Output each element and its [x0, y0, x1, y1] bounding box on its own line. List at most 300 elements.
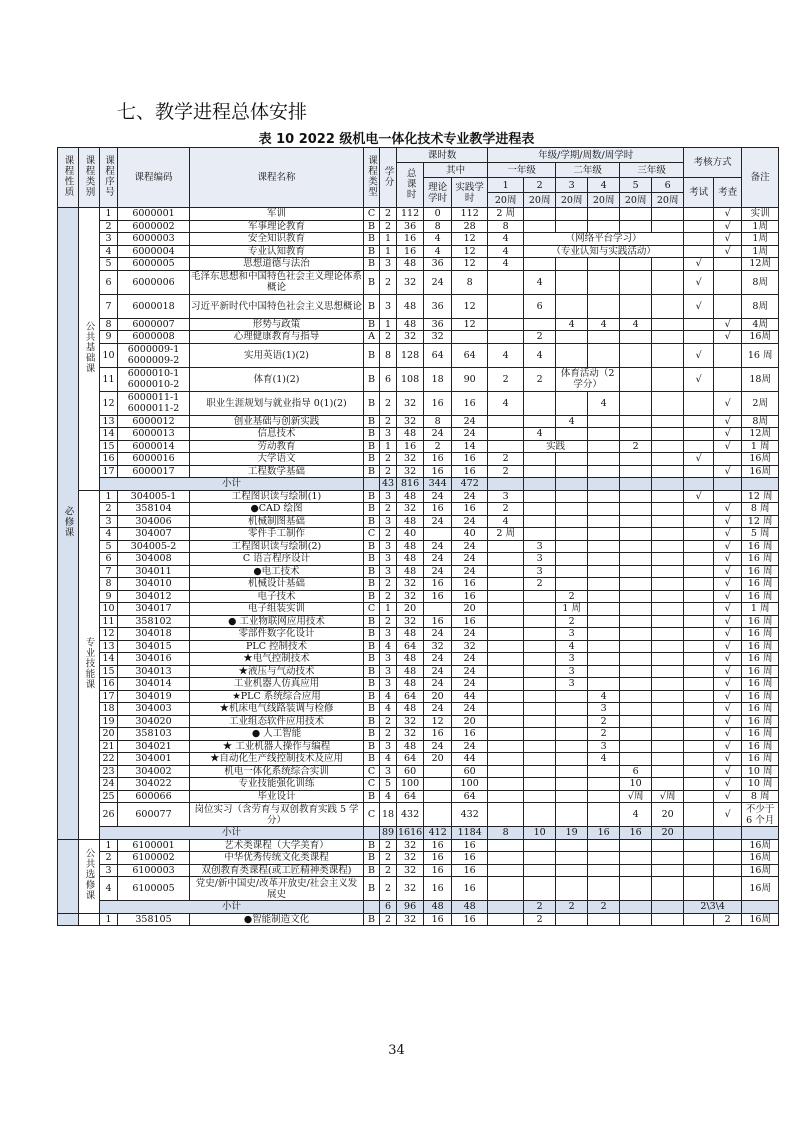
term-1: [488, 540, 524, 553]
term-5: [620, 565, 652, 578]
course-credit: 2: [380, 590, 397, 603]
term-1: 4: [488, 515, 524, 528]
assess-exam: [684, 553, 714, 566]
term-2: 3: [524, 565, 556, 578]
assess-exam: [684, 728, 714, 741]
header-year3: 三年级: [620, 163, 684, 178]
course-type: B: [364, 553, 380, 566]
course-theory: [424, 603, 452, 616]
course-name: ● 工业物联网应用技术: [190, 615, 364, 628]
term-6: [652, 578, 684, 591]
course-total: 64: [397, 753, 424, 766]
term-2: 2: [524, 367, 556, 391]
term-6: [652, 590, 684, 603]
assess-check: √: [714, 331, 742, 344]
course-type: B: [364, 864, 380, 877]
term-4: [588, 877, 620, 901]
table-row: [58, 270, 779, 294]
subtotal-term-5: [620, 478, 652, 491]
course-theory: 16: [424, 864, 452, 877]
assess-exam: [684, 590, 714, 603]
course-code: 304018: [118, 628, 190, 641]
course-practice: 12: [452, 318, 488, 331]
header-nature: 课程性质: [62, 155, 74, 197]
course-type: B: [364, 877, 380, 901]
subtotal-type: [364, 901, 380, 914]
course-name: 思想道德与法治: [190, 258, 364, 271]
course-remark: 不少于 6 个月: [742, 803, 779, 827]
assess-exam: [684, 565, 714, 578]
term-6: [652, 839, 684, 852]
assess-exam: [684, 440, 714, 453]
course-credit: 2: [380, 331, 397, 344]
subtotal-total: 96: [397, 901, 424, 914]
course-code: 358105: [118, 913, 190, 926]
course-total: 128: [397, 343, 424, 367]
assess-exam: [684, 913, 714, 926]
term-5: [620, 640, 652, 653]
term-2: [524, 628, 556, 641]
course-remark: 16 周: [742, 753, 779, 766]
assess-check: √: [714, 578, 742, 591]
subtotal-term-5: 16: [620, 827, 652, 840]
course-seq: 7: [100, 565, 118, 578]
term-3: [556, 790, 588, 803]
course-remark: 16 周: [742, 540, 779, 553]
course-type: C: [364, 208, 380, 221]
term-1: [488, 703, 524, 716]
term-4: [588, 765, 620, 778]
assess-exam: [684, 331, 714, 344]
course-remark: 16周: [742, 839, 779, 852]
term-5: √周: [620, 790, 652, 803]
course-seq: 18: [100, 703, 118, 716]
header-practice: 实践学时: [452, 178, 488, 208]
course-name: ● 人工智能: [190, 728, 364, 741]
header-weeks: 20周: [620, 193, 652, 208]
header-weeks: 20周: [488, 193, 524, 208]
assess-exam: [684, 653, 714, 666]
term-1: [488, 415, 524, 428]
term-5: [620, 703, 652, 716]
subtotal-label: 小计: [100, 827, 364, 840]
table-row: [58, 678, 779, 691]
term-2: [524, 465, 556, 478]
term-1: [488, 590, 524, 603]
term-3: [556, 877, 588, 901]
course-practice: 16: [452, 465, 488, 478]
term-3: [556, 839, 588, 852]
term-2: [524, 790, 556, 803]
course-type: B: [364, 640, 380, 653]
assess-check: 2: [714, 913, 742, 926]
label-required: [58, 208, 79, 840]
course-code: 6000012: [118, 415, 190, 428]
course-practice: 12: [452, 258, 488, 271]
course-remark: 10 周: [742, 765, 779, 778]
course-remark: 8 周: [742, 503, 779, 516]
subtotal-row: [58, 901, 779, 914]
subtotal-remark: [742, 901, 779, 914]
course-total: 32: [397, 331, 424, 344]
course-practice: 16: [452, 728, 488, 741]
course-remark: 16 周: [742, 653, 779, 666]
course-credit: 1: [380, 245, 397, 258]
term-3: [556, 753, 588, 766]
term-3: [556, 465, 588, 478]
header-hours: 课时数: [397, 148, 488, 163]
term-5: 10: [620, 778, 652, 791]
course-code: 6000009-1 6000009-2: [118, 343, 190, 367]
term-5: [620, 415, 652, 428]
term-3: [556, 765, 588, 778]
course-theory: 4: [424, 245, 452, 258]
table-row: [58, 778, 779, 791]
course-credit: 2: [380, 220, 397, 233]
header-weeks: 20周: [556, 193, 588, 208]
subtotal-term-4: [588, 478, 620, 491]
subtotal-remark: [742, 478, 779, 491]
course-total: 32: [397, 391, 424, 415]
course-type: B: [364, 245, 380, 258]
course-theory: 20: [424, 753, 452, 766]
term-3: [556, 515, 588, 528]
course-total: 16: [397, 233, 424, 246]
course-code: 304020: [118, 715, 190, 728]
term-4: [588, 553, 620, 566]
course-type: B: [364, 852, 380, 865]
course-code: 304002: [118, 765, 190, 778]
course-practice: 12: [452, 294, 488, 318]
assess-check: √: [714, 515, 742, 528]
table-row: [58, 603, 779, 616]
label-professional: 专业技能课: [83, 636, 95, 690]
course-total: 48: [397, 665, 424, 678]
course-practice: 20: [452, 603, 488, 616]
table-row: [58, 913, 779, 926]
assess-exam: √: [684, 490, 714, 503]
table-row: [58, 294, 779, 318]
course-credit: 3: [380, 553, 397, 566]
subtotal-total: 816: [397, 478, 424, 491]
course-name: 电子技术: [190, 590, 364, 603]
header-term: 1: [488, 178, 524, 193]
course-name: ★电气控制技术: [190, 653, 364, 666]
course-remark: 8 周: [742, 790, 779, 803]
course-credit: 1: [380, 603, 397, 616]
course-practice: 24: [452, 415, 488, 428]
course-practice: 12: [452, 245, 488, 258]
course-remark: 12周: [742, 258, 779, 271]
term-5: [620, 913, 652, 926]
term-4: 4: [588, 391, 620, 415]
term-4: [588, 628, 620, 641]
course-credit: 3: [380, 740, 397, 753]
term-3: [556, 913, 588, 926]
course-seq: 2: [100, 852, 118, 865]
term-5: [620, 428, 652, 441]
term-6: [652, 565, 684, 578]
label-elective-nature: [58, 839, 79, 913]
term-2: 6: [524, 294, 556, 318]
assess-exam: [684, 753, 714, 766]
course-seq: 19: [100, 715, 118, 728]
course-practice: 44: [452, 690, 488, 703]
term-5: [620, 603, 652, 616]
assess-check: √: [714, 715, 742, 728]
course-practice: 16: [452, 453, 488, 466]
table-row: [58, 803, 779, 827]
assess-check: √: [714, 765, 742, 778]
course-theory: 16: [424, 877, 452, 901]
course-remark: 5 周: [742, 528, 779, 541]
course-total: 48: [397, 740, 424, 753]
term-4: [588, 864, 620, 877]
course-name: 工程图识读与绘制(2): [190, 540, 364, 553]
assess-exam: [684, 678, 714, 691]
course-total: 100: [397, 778, 424, 791]
subtotal-row: [58, 827, 779, 840]
course-theory: 2: [424, 440, 452, 453]
course-practice: 24: [452, 540, 488, 553]
course-name: 军事理论教育: [190, 220, 364, 233]
course-seq: 1: [100, 208, 118, 221]
course-type: B: [364, 367, 380, 391]
assess-check: √: [714, 391, 742, 415]
term-5: [620, 528, 652, 541]
course-name: 工程数学基础: [190, 465, 364, 478]
assess-exam: [684, 690, 714, 703]
course-total: 48: [397, 515, 424, 528]
course-practice: 14: [452, 440, 488, 453]
subtotal-term-6: [652, 901, 684, 914]
table-row: [58, 703, 779, 716]
term-5: [620, 270, 652, 294]
term-3: [556, 528, 588, 541]
course-credit: 2: [380, 877, 397, 901]
course-credit: 4: [380, 703, 397, 716]
term-3: [556, 490, 588, 503]
assess-exam: [684, 503, 714, 516]
term-6: [652, 503, 684, 516]
table-row: [58, 391, 779, 415]
term-6: [652, 440, 684, 453]
table-row: [58, 331, 779, 344]
assess-check: [714, 864, 742, 877]
course-remark: 16 周: [742, 565, 779, 578]
course-credit: 1: [380, 440, 397, 453]
assess-check: [714, 294, 742, 318]
term-1: [488, 553, 524, 566]
table-row: [58, 415, 779, 428]
course-theory: 24: [424, 490, 452, 503]
table-row: [58, 343, 779, 367]
course-credit: 3: [380, 428, 397, 441]
course-credit: 3: [380, 765, 397, 778]
term-5: [620, 453, 652, 466]
course-code: 6000002: [118, 220, 190, 233]
course-practice: 16: [452, 615, 488, 628]
course-remark: 16 周: [742, 665, 779, 678]
course-total: 48: [397, 318, 424, 331]
course-remark: 1周: [742, 233, 779, 246]
course-total: 32: [397, 913, 424, 926]
subtotal-term-4: 2: [588, 901, 620, 914]
assess-exam: [684, 391, 714, 415]
term-3: 4: [556, 318, 588, 331]
assess-exam: [684, 515, 714, 528]
term-3: [556, 864, 588, 877]
term-5: [620, 391, 652, 415]
assess-check: √: [714, 553, 742, 566]
course-name: 电子组装实训: [190, 603, 364, 616]
term-5: [620, 728, 652, 741]
course-seq: 1: [100, 490, 118, 503]
term-3: [556, 565, 588, 578]
table-row: [58, 839, 779, 852]
course-name: 毕业设计: [190, 790, 364, 803]
course-remark: 8周: [742, 294, 779, 318]
course-type: B: [364, 318, 380, 331]
term-2: 3: [524, 540, 556, 553]
course-code: 6000011-1 6000011-2: [118, 391, 190, 415]
assess-exam: [684, 852, 714, 865]
term-6: [652, 343, 684, 367]
course-code: 304008: [118, 553, 190, 566]
assess-check: √: [714, 565, 742, 578]
course-type: B: [364, 565, 380, 578]
term-3: [556, 578, 588, 591]
term-4: [588, 603, 620, 616]
course-credit: 2: [380, 852, 397, 865]
term-5: [620, 590, 652, 603]
term-6: [652, 415, 684, 428]
course-code: 6000003: [118, 233, 190, 246]
subtotal-practice: 48: [452, 901, 488, 914]
assess-exam: [684, 415, 714, 428]
course-remark: 1 周: [742, 440, 779, 453]
assess-check: √: [714, 690, 742, 703]
table-row: [58, 233, 779, 246]
assess-check: [714, 270, 742, 294]
assess-check: √: [714, 653, 742, 666]
course-code: 6100005: [118, 877, 190, 901]
header-weeks: 20周: [524, 193, 556, 208]
course-seq: 4: [100, 528, 118, 541]
course-credit: 2: [380, 453, 397, 466]
assess-exam: [684, 220, 714, 233]
term-6: [652, 852, 684, 865]
term-2: [524, 728, 556, 741]
term-6: [652, 765, 684, 778]
term-1: [488, 578, 524, 591]
course-practice: 432: [452, 803, 488, 827]
label-category-blank: [79, 913, 100, 926]
term-1: 3: [488, 490, 524, 503]
course-code: 304003: [118, 703, 190, 716]
course-credit: 4: [380, 753, 397, 766]
subtotal-theory: 344: [424, 478, 452, 491]
table-row: [58, 367, 779, 391]
course-theory: 24: [424, 428, 452, 441]
course-practice: [452, 331, 488, 344]
course-name: 专业技能强化训练: [190, 778, 364, 791]
subtotal-label: 小计: [100, 478, 364, 491]
course-type: B: [364, 653, 380, 666]
course-practice: 24: [452, 678, 488, 691]
term-1: [488, 852, 524, 865]
header-remark: 备注: [742, 148, 779, 208]
term-3: 3: [556, 628, 588, 641]
course-total: 32: [397, 578, 424, 591]
course-theory: 18: [424, 367, 452, 391]
term-6: [652, 740, 684, 753]
header-theory: 理论学时: [424, 178, 452, 208]
term-2: [524, 258, 556, 271]
course-type: B: [364, 490, 380, 503]
term-4: [588, 640, 620, 653]
term-2: [524, 839, 556, 852]
term-4: [588, 343, 620, 367]
course-seq: 22: [100, 753, 118, 766]
header-term: 3: [556, 178, 588, 193]
course-remark: 16 周: [742, 728, 779, 741]
course-theory: 64: [424, 343, 452, 367]
term-1: 4: [488, 391, 524, 415]
course-seq: 6: [100, 270, 118, 294]
course-type: B: [364, 465, 380, 478]
term-4: [588, 590, 620, 603]
header-of-which: 其中: [424, 163, 488, 178]
term-4: [588, 528, 620, 541]
course-seq: 12: [100, 628, 118, 641]
course-type: B: [364, 453, 380, 466]
table-row: [58, 864, 779, 877]
table-row: [58, 790, 779, 803]
term-6: [652, 258, 684, 271]
course-credit: 3: [380, 653, 397, 666]
course-credit: 1: [380, 318, 397, 331]
course-type: C: [364, 778, 380, 791]
table-row: [58, 565, 779, 578]
table-row: [58, 578, 779, 591]
course-total: 20: [397, 603, 424, 616]
term-span: （网络平台学习）: [524, 233, 684, 246]
course-type: B: [364, 839, 380, 852]
term-1: [488, 715, 524, 728]
term-5: [620, 343, 652, 367]
subtotal-term-3: 19: [556, 827, 588, 840]
course-remark: 10 周: [742, 778, 779, 791]
term-5: 4: [620, 318, 652, 331]
subtotal-term-1: [488, 478, 524, 491]
course-type: B: [364, 590, 380, 603]
term-1: [488, 690, 524, 703]
term-4: [588, 294, 620, 318]
course-remark: 16 周: [742, 640, 779, 653]
header-term: 4: [588, 178, 620, 193]
course-code: 304013: [118, 665, 190, 678]
term-5: [620, 653, 652, 666]
course-seq: 14: [100, 428, 118, 441]
term-4: [588, 453, 620, 466]
term-3: 3: [556, 653, 588, 666]
course-theory: 24: [424, 553, 452, 566]
term-6: 20: [652, 803, 684, 827]
assess-exam: √: [684, 367, 714, 391]
assess-check: √: [714, 640, 742, 653]
term-3: 3: [556, 665, 588, 678]
